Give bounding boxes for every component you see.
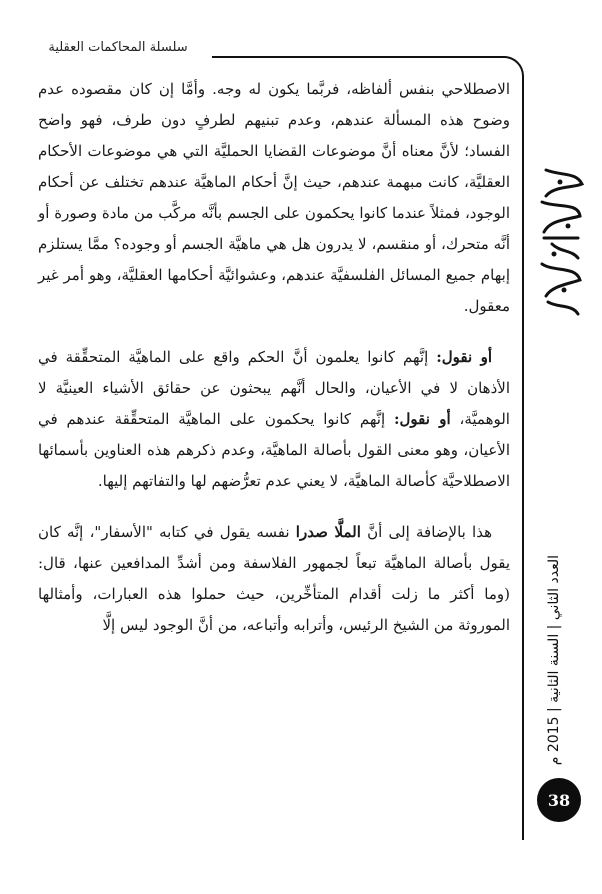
- author-name: الملَّا صدرا: [295, 523, 361, 541]
- paragraph: [38, 517, 510, 641]
- paragraph: [38, 74, 510, 322]
- article-body: [38, 74, 510, 661]
- paragraph-text: إنَّهم كانوا يعلمون أنَّ الحكم واقع على الماهيَّة المتحقِّقة في الأذهان لا في الأعيان، والحال أنَّهم يبحثون عن حقائق الأشياء العينيَّة لا الوهميَّة،: [38, 348, 510, 428]
- bold-phrase: أو نقول:: [436, 348, 492, 366]
- paragraph-text: إنَّهم كانوا يحكمون على الماهيَّة المتحقِّقة عندهم في الأعيان، وهو معنى القول بأصالة الماهيَّة، وعدم ذكرهم هذه العناوين بأسمائها الاصطلاحيَّة كأصالة الماهيَّة، لا يعني عدم تعرُّضهم لها والتفاتهم إليها.: [38, 410, 510, 490]
- series-title: سلسلة المحاكمات العقلية: [48, 40, 188, 55]
- paragraph-text: نفسه يقول في كتابه "الأسفار"، إنَّه كان يقول بأصالة الماهيَّة تبعاً لجمهور الفلاسفة ومن أشدِّ المدافعين عنها، قال: (وما أكثر ما زلت أقدام المتأخِّرين، حيث حملوا هذه العبارات، وأمثالها الموروثة من الشيخ الرئيس، وأترابه وأتباعه، من أنَّ الوجود ليس إلَّا: [38, 523, 510, 634]
- bold-phrase: أو نقول:: [394, 410, 451, 428]
- page-frame-side: [522, 80, 524, 840]
- calligraphy-logo-icon: [532, 162, 590, 322]
- paragraph: [38, 342, 510, 497]
- paragraph-text: الاصطلاحي بنفس ألفاظه، فربَّما يكون له وجه. وأمَّا إن كان مقصوده عدم وضوح هذه المسألة عندهم، وعدم تبنيهم لطرفٍ دون طرف، فهو واضح الفساد؛ لأنَّ معناه أنَّ موضوعات القضايا الحمليَّة التي هي موضوعات الأحكام العقليَّة، كانت مبهمة عندهم، حيث إنَّ أحكام الماهيَّة عندهم تختلف عن أحكام الوجود، فمثلاً عندما كانوا يحكمون على الجسم بأنَّه مركَّب من مادة وصورة أو أنَّه متحرك، أو منقسم، لا يدرون هل هي ماهيَّة الجسم أو وجوده؟ ممَّا يستلزم إبهام جميع المسائل الفلسفيَّة عندهم، وعشوائيَّة أحكامها العقليَّة، وهو أمر غير معقول.: [38, 80, 510, 315]
- issue-info: [540, 525, 568, 795]
- journal-logo: [532, 162, 590, 322]
- page-number-badge: 38: [537, 778, 581, 822]
- issue-info-text: العدد الثاني | السنة الثانية | 2015 م: [546, 554, 562, 766]
- paragraph-text: هذا بالإضافة إلى أنَّ: [360, 523, 492, 541]
